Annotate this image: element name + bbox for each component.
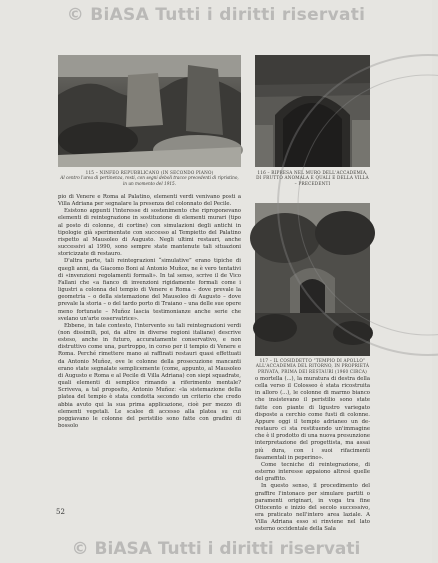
photo-caption-116	[255, 170, 370, 186]
watermark-bottom: © BiASA Tutti i diritti riservati	[71, 539, 361, 559]
paragraph: Come tecniche di reintegrazione, di esterno interesse appaiono altresì quelle del graffito.	[255, 461, 370, 483]
paragraph: o mortella (...), la muratura di destra della cella verso il Colosseo è stata ricostruita in alloro (...), le colonne di marmo bianco che insistevano il peristilio sono state fatte con piante di ligustro variegato disposte a cerchio come fusti di colonne. Appure oggi il tempio adrianeo un de-restauro ci sta restituendo un'immagine che è il prodotto di una nuova presunzione interpretazione del progettista, ma assai più dura, con i suoi rifacimenti fasamentali in peperino».	[255, 376, 371, 461]
page-number: 52	[56, 508, 65, 516]
paragraph: pio di Venere e Roma al Palatino, elementi verdi venivano posti a Villa Adriana per segnalare la presenza del colonnato del Pecile.	[58, 194, 241, 208]
caption-subtitle: Al centro l'area di pertinenza, resti, con segni deboli tracce precedenti di ripristino, in un momento del 1915.	[60, 175, 239, 186]
left-text-column	[58, 194, 241, 496]
photo-ninfeo	[58, 55, 241, 167]
library-seal-icon	[368, 40, 438, 370]
right-text-column	[255, 376, 371, 533]
photo-accademia-wall	[255, 55, 370, 167]
caption-title: 115 – NINFEO REPUBBLICANO (IN SECONDO PIANO)	[85, 170, 214, 175]
photo-caption-115	[58, 170, 241, 190]
photo-tempio-apollo	[255, 203, 370, 356]
paragraph: D'altra parte, tali reintegrazioni “simulative” erano tipiche di quegli anni, da Giacomo Boni al Antonio Muñoz, ne è vero tentativi di «invenzioni regolamenti formali». In tal senso, scrive il de Vico Fallani che «a fianco di invenzioni rigidamente formali come i ligustri a colonna del tempio di Venere e Roma – dove prevale la geometria – o della sistemazione del Mausoleo di Augusto – dove prevale la storia – o del tardo porto di Traiano – una delle sue opere meno fortunate – Muñoz lascia testimonianze anche serie che svelano un'arte osservatrice».	[58, 258, 241, 322]
caption-title: 117 – IL COSIDDETTO “TEMPIO DI APOLLO” ALL'ACCADEMIA DEL RITORNO, IN PROPRIETÀ PRIVATA, PRIMA DEI RESTAURI (1960 CIRCA)	[255, 358, 370, 374]
caption-title: 116 – RIPRESA NEL MURO DELL'ACCADEMIA, DI FRUTTO ANOMALA E QUALI E DELLA VILLA – PRECEDENTI	[256, 170, 369, 186]
watermark-top: © BiASA Tutti i diritti riservati	[66, 5, 366, 25]
paragraph: Ebbene, in tale contesto, l'intervento su tali reintegrazioni verdi (non dissimili, poi, da altre in diverse regioni italiane) descrive esteso, anche in futuro, accuratamente conservativo, e non distruttivo come una, purtroppo, in corso per il tempio di Venere e Roma. Perché rimettere mano ai raffinati restauri quasi effettuati da Antonio Muñoz, ove le colonne della prosecuzione mancanti erano state segnalate semplicemente (come, appunto, al Mausoleo di Augusto e Roma e al Pecile di Villa Adriana) con siepi squadrate, quali elementi di semplice rimando a riferimento mentale? Scriveva, a tal proposito, Antonio Muñoz: «la sistemazione della platea del tempio è stata condotta secondo un criterio che credo abbia avuto qui la sua prima applicazione, cioè per mezzo di elementi vegetali. Le scalee di accesso alla platea su cui poggiavano le colonne del peristilio sono fatte con gradini di bossolo	[58, 322, 241, 429]
paragraph: In questo senso, il procedimento del graffire l'intonaco per simulare partiti o paramenti originari, in voga tra fine Ottocento e inizio del secolo successivo, era praticato nell'intero area laziale. A Villa Adriana esso si rinviene nel lato esterno occidentale della Sala	[255, 483, 370, 533]
photo-caption-117	[255, 358, 370, 374]
paragraph: Esistono appunti l'interesse di sostenimento che riproponevano elementi di reintegrazione in sostituzione di elementi murari (tipo al posto di colonne, di cortine) con simulazioni degli antichi in tipologie già sperimentate con successo al Tempietto del Palatino rispetto al Mausoleo di Augusto. Negli ultimi restauri, anche successivi al 1990, sono sempre state mantenute tali situazioni storicizzate di restauro.	[58, 208, 241, 258]
